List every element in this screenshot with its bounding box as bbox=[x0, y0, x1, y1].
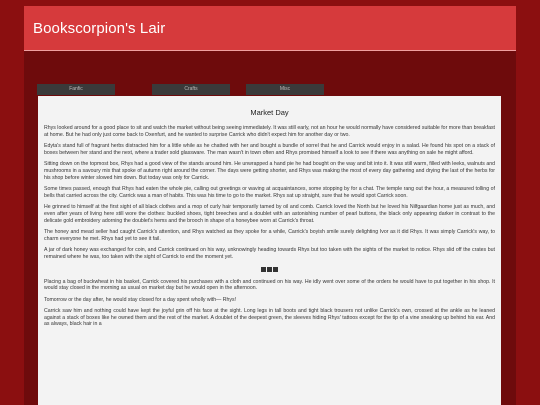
section-separator bbox=[44, 267, 495, 272]
story-paragraph: Sitting down on the topmost box, Rhys had a good view of the stands around him. He unwrapped a hand pie he had bought on the way and bit into it. It was still warm, filled with leeks, walnuts and mushrooms in a savoury mix that spoke of autumn right around the corner. The days were getting shorter, and Rhys was making the most of every day gathering and drying the last of the herbs for his shop before winter slowed him down. But today was only for Carrick. bbox=[44, 161, 495, 181]
site-header bbox=[24, 6, 516, 51]
main-nav bbox=[24, 84, 516, 95]
story-paragraph: A jar of dark honey was exchanged for coin, and Carrick continued on his way, unknowingly heading towards Rhys but too taken with the sights of the market to notice. Rhys slid off the crates but remained where he was, too taken with the sight of Carrick to end the moment yet. bbox=[44, 247, 495, 260]
separator-square-icon bbox=[261, 267, 266, 272]
separator-square-icon bbox=[267, 267, 272, 272]
page-frame bbox=[24, 6, 516, 405]
story-paragraph: The honey and mead seller had caught Carrick's attention, and Rhys watched as they spoke for a while, Carrick's boyish smile surely delighting Ivor as it did Rhys. It was simply Carrick's way, to charm everyone he met. Rhys had yet to see it fail. bbox=[44, 229, 495, 242]
story-content bbox=[38, 96, 501, 405]
nav-tab-fanfic[interactable]: Fanfic bbox=[37, 84, 115, 95]
story-paragraph: Edyta's stand full of fragrant herbs distracted him for a little while as he chatted with her and bought a bundle of sorrel that he and Carrick would enjoy in a salad. He found his spot on a stack of boxes between her stand and the next, where a trader sold glassware. The man wasn't in town often and Rhys promised himself a look to see if there was anything on sale he might afford. bbox=[44, 143, 495, 156]
story-paragraph: Carrick saw him and nothing could have kept the joyful grin off his face at the sight. Long legs in tall boots and tight black trousers not unlike Carrick's own, crossed at the ankle as he leaned against a stack of boxes like he owned them and the rest of the market. A doublet of the deepest green, the sleeves hiding Rhys' tattoos except for the tip of a vine sneaking up behind his ear. And as always, black hair in a bbox=[44, 308, 495, 328]
site-title[interactable]: Bookscorpion's Lair bbox=[33, 19, 166, 37]
separator-square-icon bbox=[273, 267, 278, 272]
story-paragraph: Rhys looked around for a good place to sit and watch the market without being seeing immediately. It was still early, not an hour he would normally have considered suitable for more than breakfast at home. But he had only just come back to Oxenfurt, and he wanted to surprise Carrick who didn't expect him for another day or two. bbox=[44, 125, 495, 138]
nav-tab-misc[interactable]: Misc bbox=[246, 84, 324, 95]
nav-tab-crafts[interactable]: Crafts bbox=[152, 84, 230, 95]
story-paragraph: Placing a bag of buckwheat in his basket, Carrick covered his purchases with a cloth and continued on his way. He idly went over some of the orders he would have to put together in his shop. It would stay closed in the morning as usual on market day but he would open in the afternoon. bbox=[44, 278, 495, 292]
story-paragraph: He grinned to himself at the first sight of all black clothes and a mop of curly hair temporarily tamed by oil and comb. Carrick loved the North but he loved his Nilfgaardian home just as much, and even after years of living here still wore the clothes: buckled shoes, tight breeches and a doublet with an astonishing number of pearl buttons, the black only appearing darker in contrast to the delicate gold embroidery adorning the doublet's hems and the brooch in shape of a honeybee worn at Carrick's throat. bbox=[44, 204, 495, 224]
header-band bbox=[24, 51, 516, 84]
story-paragraph: Tomorrow or the day after, he would stay closed for a day spent wholly with— Rhys! bbox=[44, 296, 237, 303]
story-title: Market Day bbox=[250, 108, 289, 117]
story-paragraph: Some times passed, enough that Rhys had eaten the whole pie, calling out greetings or waving at acquaintances, some stopping by for a chat. The temple rang out the hour, a measured tolling of bells that carried across the city. Carrick was a man of habits. This was his time to go to the market. Rhys sat up straight, sure that he would spot Carrick soon. bbox=[44, 186, 495, 199]
